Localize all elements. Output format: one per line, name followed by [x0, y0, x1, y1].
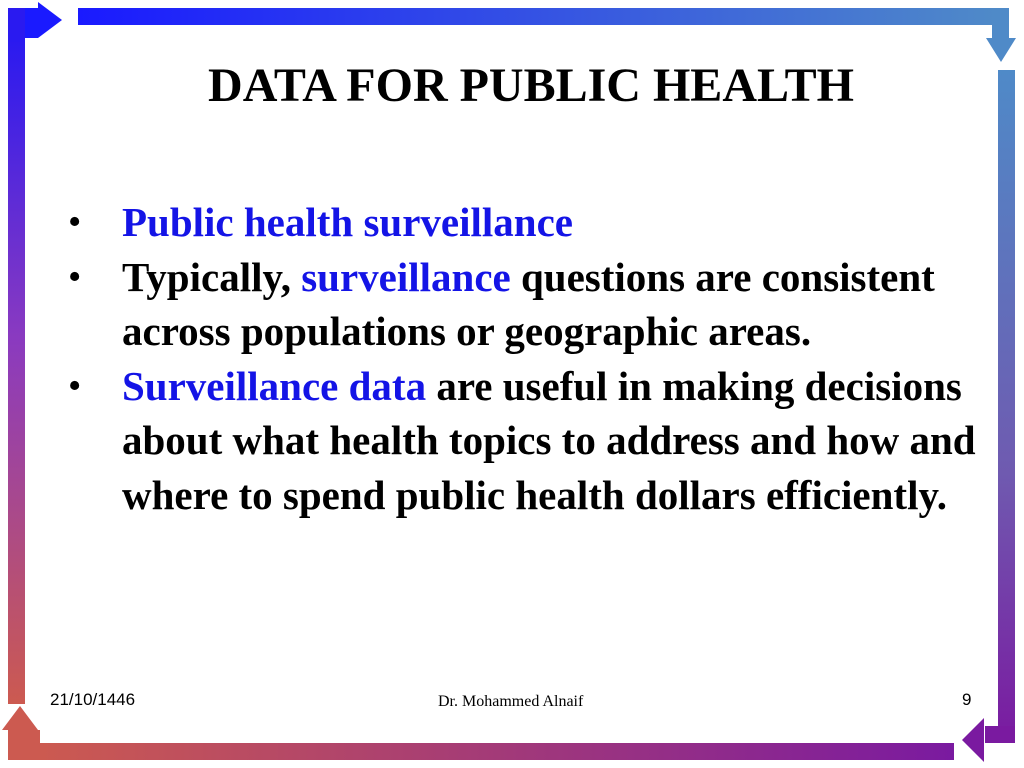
bullet-text-highlight: Surveillance data	[122, 362, 427, 409]
frame-top-bar	[78, 8, 1009, 38]
frame-arrow-bottom-left-icon	[2, 706, 40, 760]
slide-title: DATA FOR PUBLIC HEALTH	[208, 59, 854, 112]
bullet-icon: •	[68, 255, 82, 298]
bullet-icon: •	[68, 364, 82, 407]
frame-right-bar	[998, 70, 1015, 742]
page-number: 9	[962, 690, 972, 709]
bullet-list	[64, 195, 984, 523]
footer-date: 21/10/1446	[50, 690, 136, 709]
bullet-text: are useful in making decisions about what health topics to address and how and where to spend public health dollars efficiently.	[122, 362, 976, 518]
frame-bottom-bar	[40, 743, 954, 760]
bullet-text: Typically,	[122, 253, 302, 300]
bullet-text: questions are consistent across populations or geographic areas.	[122, 253, 935, 355]
bullet-text-highlight: Public health surveillance	[122, 199, 573, 245]
frame-arrow-top-left-icon	[8, 2, 62, 42]
bullet-item	[64, 359, 984, 523]
bullet-text-highlight: surveillance	[301, 253, 511, 300]
bullet-icon: •	[68, 201, 82, 243]
bullet-item	[64, 195, 984, 250]
bullet-item	[64, 250, 984, 359]
frame-left-bar	[8, 38, 25, 704]
footer-author: Dr. Mohammed Alnaif	[438, 693, 584, 710]
